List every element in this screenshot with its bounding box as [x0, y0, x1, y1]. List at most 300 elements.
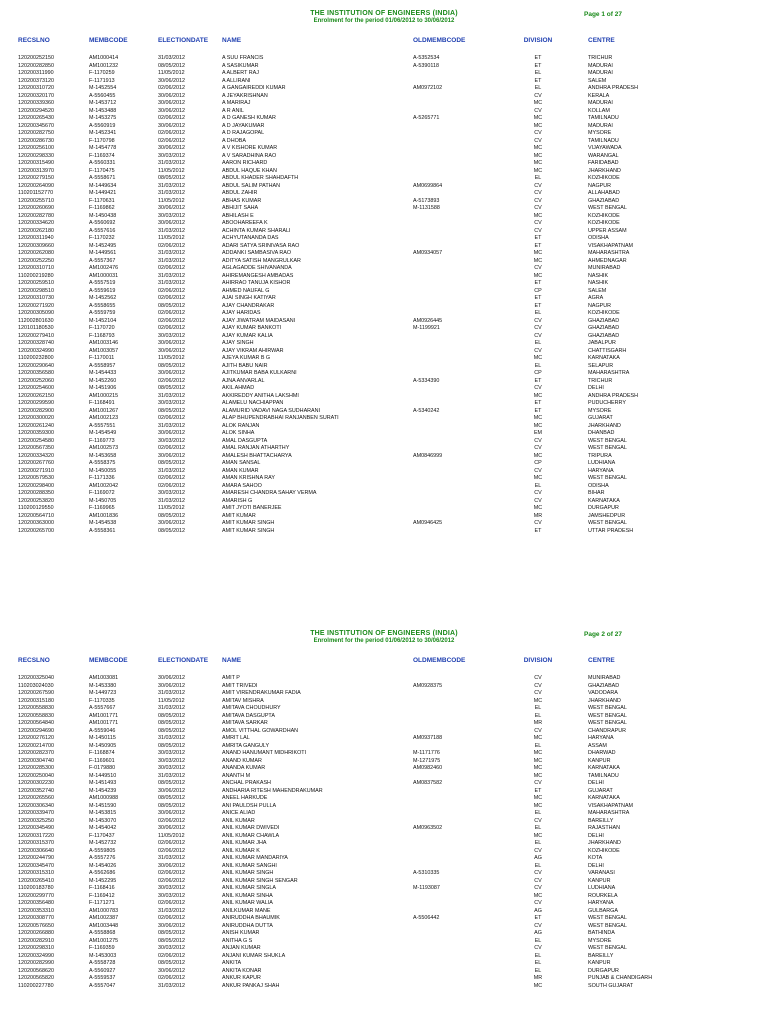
table-row [0, 453, 768, 461]
division-cell: CV [534, 870, 542, 876]
oldmembcode-cell: AM0963502 [413, 825, 443, 831]
centre-cell: VISAKHAPATNAM [588, 802, 634, 809]
table-row [0, 55, 768, 63]
centre-cell: KOLLAM [588, 107, 610, 114]
membcode-cell: M-1452562 [89, 295, 117, 301]
recslno-cell: 120200282900 [18, 407, 54, 414]
table-row [0, 70, 768, 78]
division-cell: CV [534, 317, 542, 324]
membcode-cell: M-1452732 [89, 840, 117, 846]
centre-cell: UPPER ASSAM [588, 227, 627, 234]
name-cell: AMIT KUMAR SINGH [222, 520, 275, 526]
electiondate-cell: 31/03/2012 [158, 280, 185, 286]
electiondate-cell: 31/03/2012 [158, 735, 185, 741]
centre-cell: VISAKHAPATNAM [588, 242, 634, 249]
centre-cell: KOZHIKODE [588, 175, 620, 181]
table-row [0, 750, 768, 758]
table-row [0, 400, 768, 408]
centre-cell: KOZHIKODE [588, 310, 620, 316]
table-row [0, 205, 768, 213]
electiondate-cell: 30/06/2012 [158, 92, 185, 99]
recslno-cell: 120200288350 [18, 490, 54, 496]
division-cell: CV [534, 780, 542, 786]
centre-cell: MAHARASHTRA [588, 370, 630, 376]
division-cell: ET [534, 235, 542, 241]
name-cell: ANIL KUMAR WALIA [222, 900, 273, 906]
membcode-cell: M-1453070 [89, 817, 117, 824]
name-cell: AMITAVA CHOUDHURY [222, 705, 281, 711]
centre-cell: WEST BENGAL [588, 520, 627, 526]
membcode-cell: M-1449561 [89, 250, 117, 256]
membcode-cell: F-1170259 [89, 70, 115, 76]
electiondate-cell: 30/06/2012 [158, 967, 185, 974]
electiondate-cell: 31/03/2012 [158, 190, 185, 196]
membcode-cell: M-1452554 [89, 85, 117, 91]
centre-cell: WEST BENGAL [588, 915, 627, 921]
electiondate-cell: 30/06/2012 [158, 862, 185, 869]
table-row [0, 265, 768, 273]
division-cell: MC [533, 892, 543, 899]
centre-cell: RAJASTHAN [588, 825, 621, 831]
division-cell: EL [534, 960, 542, 966]
division-cell: EL [534, 362, 542, 369]
division-cell: ET [534, 407, 542, 414]
division-cell: EL [534, 70, 542, 76]
recslno-cell: 120200328740 [18, 340, 54, 346]
membcode-cell: AM1002573 [89, 445, 119, 451]
table-row [0, 698, 768, 706]
electiondate-cell: 31/03/2012 [158, 55, 185, 61]
electiondate-cell: 30/03/2012 [158, 400, 185, 406]
centre-cell: GULBARGA [588, 907, 618, 914]
centre-cell: WARANGAL [588, 152, 619, 159]
electiondate-cell: 30/06/2012 [158, 810, 185, 816]
recslno-cell: 120200259510 [18, 280, 54, 286]
division-cell: MR [533, 975, 543, 981]
division-cell: EL [534, 310, 542, 316]
table-row [0, 378, 768, 386]
document-title: THE INSTITUTION OF ENGINEERS (INDIA) [310, 10, 458, 17]
table-row [0, 145, 768, 153]
division-cell: CV [534, 847, 542, 854]
membcode-cell: A-5560927 [89, 967, 116, 974]
division-cell: MC [533, 765, 543, 771]
division-cell: EL [534, 85, 542, 91]
centre-cell: VIJAYAWADA [588, 145, 622, 151]
name-cell: A MARIRAJ [222, 100, 251, 106]
page-number: Page 1 of 27 [584, 11, 622, 18]
division-cell: CV [534, 445, 542, 451]
division-cell: CV [534, 690, 542, 696]
electiondate-cell: 02/06/2012 [158, 115, 185, 121]
name-cell: AMITAV MISHRA [222, 697, 264, 704]
recslno-cell: 120200282780 [18, 212, 54, 219]
electiondate-cell: 30/03/2012 [158, 152, 185, 159]
recslno-cell: 120200265560 [18, 795, 54, 801]
enrolment-table [0, 55, 768, 535]
table-row [0, 85, 768, 93]
table-row [0, 340, 768, 348]
membcode-cell: A-5558375 [89, 460, 116, 466]
electiondate-cell: 02/06/2012 [158, 310, 185, 316]
membcode-cell: F-1170232 [89, 235, 115, 241]
document-subtitle: Enrolment for the period 01/06/2012 to 30/06/2012 [313, 638, 455, 644]
membcode-cell: M-1454026 [89, 862, 117, 869]
division-cell: MC [533, 152, 543, 159]
division-cell: MC [533, 115, 543, 121]
recslno-cell: 120200244790 [18, 855, 54, 861]
table-row [0, 220, 768, 228]
division-cell: MC [533, 795, 543, 801]
electiondate-cell: 08/05/2012 [158, 527, 185, 534]
table-row [0, 108, 768, 116]
table-row [0, 825, 768, 833]
membcode-cell: M-1449634 [89, 182, 117, 189]
table-row [0, 100, 768, 108]
electiondate-cell: 30/06/2012 [158, 77, 185, 84]
table-row [0, 483, 768, 491]
recslno-cell: 120200282850 [18, 62, 54, 69]
header-recslno: RECSLNO [18, 657, 50, 664]
division-cell: EL [534, 810, 542, 816]
oldmembcode-cell: M-1131588 [413, 205, 440, 211]
name-cell: A ALLIRANI [222, 77, 251, 84]
name-cell: ADARI SATYA SRINIVASA RAO [222, 242, 300, 249]
table-row [0, 743, 768, 751]
name-cell: ANAND HANUMANT MIDHRIKOTI [222, 750, 307, 756]
centre-cell: KOZHIKODE [588, 847, 620, 854]
centre-cell: SELAPUR [588, 362, 614, 369]
recslno-cell: 110200129550 [18, 505, 54, 511]
page-2 [0, 620, 768, 1024]
electiondate-cell: 02/06/2012 [158, 377, 185, 384]
centre-cell: MAHARASHTRA [588, 250, 630, 256]
table-row [0, 333, 768, 341]
recslno-cell: 120200356580 [18, 370, 54, 376]
recslno-cell: 120200304740 [18, 757, 54, 764]
centre-cell: PUNJAB & CHANDIGARH [588, 975, 653, 981]
division-cell: ET [534, 302, 542, 309]
electiondate-cell: 02/06/2012 [158, 915, 185, 921]
recslno-cell: 112002801630 [18, 317, 54, 324]
recslno-cell: 120200325040 [18, 675, 54, 681]
membcode-cell: M-1453712 [89, 100, 117, 106]
division-cell: CV [534, 130, 542, 136]
table-row [0, 863, 768, 871]
recslno-cell: 120200306640 [18, 847, 54, 854]
centre-cell: AHMEDNAGAR [588, 257, 627, 264]
name-cell: AMITAVA SARKAR [222, 720, 268, 726]
division-cell: MC [533, 212, 543, 219]
centre-cell: TAMILNADU [588, 137, 619, 144]
electiondate-cell: 30/06/2012 [158, 145, 185, 151]
recslno-cell: 120200315180 [18, 697, 54, 704]
header-oldmembcode: OLDMEMBCODE [413, 37, 466, 44]
division-cell: EL [534, 862, 542, 869]
name-cell: ANIL KUMAR [222, 817, 255, 824]
recslno-cell: 120200290640 [18, 362, 54, 369]
recslno-cell: 120200298510 [18, 287, 54, 294]
name-cell: A V SARADHINA RAO [222, 152, 277, 159]
membcode-cell: F-1169359 [89, 945, 115, 951]
recslno-cell: 110200183780 [18, 885, 54, 891]
centre-cell: SALEM [588, 77, 607, 84]
recslno-cell: 120200334620 [18, 220, 54, 226]
centre-cell: WEST BENGAL [588, 705, 627, 711]
division-cell: ET [534, 527, 542, 534]
membcode-cell: M-1453380 [89, 682, 117, 689]
centre-cell: WEST BENGAL [588, 437, 627, 444]
table-row [0, 190, 768, 198]
table-row [0, 983, 768, 991]
oldmembcode-cell: A-5310335 [413, 870, 440, 876]
centre-cell: KARNATAKA [588, 795, 620, 801]
table-row [0, 765, 768, 773]
table-row [0, 490, 768, 498]
name-cell: ANAND KUMAR [222, 757, 262, 764]
division-cell: CV [534, 437, 542, 444]
division-cell: ET [534, 787, 542, 794]
header-electiondate: ELECTIONDATE [158, 657, 209, 664]
division-cell: MC [533, 802, 543, 809]
electiondate-cell: 11/05/2012 [158, 697, 185, 704]
table-row [0, 938, 768, 946]
electiondate-cell: 08/05/2012 [158, 175, 185, 181]
centre-cell: GHAZIABAD [588, 332, 620, 339]
electiondate-cell: 31/03/2012 [158, 497, 185, 504]
table-row [0, 675, 768, 683]
division-cell: EL [534, 967, 542, 974]
membcode-cell: M-1449510 [89, 772, 117, 779]
name-cell: ANICE ALIAD [222, 810, 256, 816]
centre-cell: KANPUR [588, 757, 611, 764]
oldmembcode-cell: AM0928375 [413, 682, 443, 689]
membcode-cell: F-1168416 [89, 885, 115, 891]
name-cell: ABDUL ZAHIR [222, 190, 258, 196]
division-cell: CV [534, 490, 542, 496]
division-cell: ET [534, 242, 542, 249]
table-row [0, 445, 768, 453]
division-cell: CV [534, 220, 542, 226]
centre-cell: JABALPUR [588, 340, 616, 346]
table-row [0, 325, 768, 333]
centre-cell: JHARKHAND [588, 167, 621, 174]
membcode-cell: A-5559537 [89, 975, 116, 981]
name-cell: AMAN SANSAL [222, 460, 261, 466]
electiondate-cell: 30/06/2012 [158, 430, 185, 436]
recslno-cell: 120200345670 [18, 122, 54, 129]
table-row [0, 848, 768, 856]
table-row [0, 833, 768, 841]
membcode-cell: F-1168874 [89, 750, 115, 756]
division-cell: CV [534, 877, 542, 884]
membcode-cell: A-5558655 [89, 302, 116, 309]
header-division: DIVISION [523, 657, 553, 664]
electiondate-cell: 02/06/2012 [158, 287, 185, 294]
centre-cell: DELHI [588, 780, 604, 786]
electiondate-cell: 31/03/2012 [158, 982, 185, 989]
membcode-cell: AM1003146 [89, 340, 119, 346]
membcode-cell: F-1169374 [89, 152, 115, 159]
electiondate-cell: 30/03/2012 [158, 332, 185, 339]
centre-cell: KARNATAKA [588, 497, 620, 504]
enrolment-table [0, 675, 768, 990]
name-cell: AJEYA KUMAR B G [222, 355, 271, 361]
division-cell: MC [533, 257, 543, 264]
recslno-cell: 120200276120 [18, 735, 54, 741]
name-cell: AJNA ANVARLAL [222, 377, 265, 384]
membcode-cell: A-5560455 [89, 92, 116, 99]
recslno-cell: 120200252150 [18, 55, 54, 61]
table-row [0, 138, 768, 146]
centre-cell: VARANASI [588, 870, 615, 876]
membcode-cell: AM1001771 [89, 712, 119, 719]
division-cell: CV [534, 107, 542, 114]
centre-cell: BIHAR [588, 490, 605, 496]
membcode-cell: M-1452495 [89, 242, 117, 249]
recslno-cell: 120200271920 [18, 302, 54, 309]
recslno-cell: 120200373120 [18, 77, 54, 84]
electiondate-cell: 31/03/2012 [158, 907, 185, 914]
electiondate-cell: 08/05/2012 [158, 727, 185, 734]
membcode-cell: F-1169773 [89, 437, 115, 444]
name-cell: AJAY CHANDRAKAR [222, 302, 275, 309]
table-row [0, 773, 768, 781]
name-cell: AHMED NAUFAL G [222, 287, 270, 294]
electiondate-cell: 30/03/2012 [158, 212, 185, 219]
recslno-cell: 120200324990 [18, 952, 54, 959]
oldmembcode-cell: M-1171776 [413, 750, 440, 756]
membcode-cell: A-5562686 [89, 870, 116, 876]
electiondate-cell: 11/05/2012 [158, 197, 185, 204]
electiondate-cell: 30/06/2012 [158, 220, 185, 226]
recslno-cell: 120200567350 [18, 445, 54, 451]
name-cell: ANDHARIA RITESH MAHENDRAKUMAR [222, 787, 323, 794]
electiondate-cell: 31/03/2012 [158, 772, 185, 779]
membcode-cell: A-5558868 [89, 930, 116, 936]
electiondate-cell: 08/05/2012 [158, 802, 185, 809]
electiondate-cell: 02/06/2012 [158, 475, 185, 481]
recslno-cell: 120200345470 [18, 862, 54, 869]
recslno-cell: 120200286730 [18, 137, 54, 144]
division-cell: EL [534, 825, 542, 831]
recslno-cell: 120200265410 [18, 877, 54, 884]
centre-cell: WEST BENGAL [588, 945, 627, 951]
table-row [0, 153, 768, 161]
oldmembcode-cell: AM0937188 [413, 735, 443, 741]
membcode-cell: F-1170335 [89, 697, 115, 704]
name-cell: ANIL KUMAR SANGHI [222, 862, 277, 869]
recslno-cell: 110200219280 [18, 272, 54, 279]
membcode-cell: A-5557047 [89, 982, 116, 989]
table-row [0, 363, 768, 371]
division-cell: CV [534, 325, 542, 331]
membcode-cell: M-1450438 [89, 212, 117, 219]
oldmembcode-cell: A-5265771 [413, 115, 440, 121]
oldmembcode-cell: AM0934057 [413, 250, 443, 256]
centre-cell: WEST BENGAL [588, 445, 627, 451]
membcode-cell: F-1171336 [89, 475, 115, 481]
name-cell: AJAY VIKRAM AHIRWAR [222, 347, 284, 354]
table-row [0, 908, 768, 916]
table-row [0, 258, 768, 266]
membcode-cell: A-5558728 [89, 960, 116, 966]
centre-cell: DELHI [588, 832, 604, 839]
table-row [0, 505, 768, 513]
name-cell: AMIT KUMAR SINGH [222, 527, 275, 534]
recslno-cell: 120200252060 [18, 377, 54, 384]
membcode-cell: A-5557616 [89, 227, 116, 234]
oldmembcode-cell: M-1271975 [413, 757, 441, 764]
name-cell: ANIL KUMAR MANDARIYA [222, 855, 288, 861]
electiondate-cell: 02/06/2012 [158, 847, 185, 854]
table-row [0, 423, 768, 431]
recslno-cell: 120200558830 [18, 705, 54, 711]
name-cell: A D JAYAKUMAR [222, 122, 265, 129]
document-subtitle: Enrolment for the period 01/06/2012 to 30/06/2012 [313, 18, 455, 24]
division-cell: CV [534, 900, 542, 906]
table-row [0, 355, 768, 363]
membcode-cell: M-1454433 [89, 370, 117, 376]
electiondate-cell: 08/05/2012 [158, 460, 185, 466]
centre-cell: LUDHIANA [588, 885, 616, 891]
recslno-cell: 120200310710 [18, 265, 54, 271]
membcode-cell: M-1453003 [89, 952, 117, 959]
centre-cell: MUNIRABAD [588, 675, 621, 681]
name-cell: ANKUR PANKAJ SHAH [222, 982, 280, 989]
membcode-cell: AM1000215 [89, 392, 119, 399]
recslno-cell: 120200579530 [18, 475, 54, 481]
centre-cell: KARNATAKA [588, 355, 620, 361]
table-row [0, 915, 768, 923]
name-cell: ANIL KUMAR SINGH [222, 870, 274, 876]
name-cell: A ALBERT RAJ [222, 70, 259, 76]
electiondate-cell: 11/05/2012 [158, 235, 185, 241]
recslno-cell: 120200250040 [18, 772, 54, 779]
recslno-cell: 120200265700 [18, 527, 54, 534]
centre-cell: ANDHRA PRADESH [588, 392, 639, 399]
division-cell: AG [534, 855, 542, 861]
name-cell: ANIL KUMAR SINHA [222, 892, 273, 899]
recslno-cell: 120200282750 [18, 130, 54, 136]
membcode-cell: AM1003081 [89, 675, 119, 681]
oldmembcode-cell: M-1193087 [413, 885, 440, 891]
division-cell: CV [534, 197, 542, 204]
electiondate-cell: 02/06/2012 [158, 952, 185, 959]
recslno-cell: 120200298400 [18, 482, 54, 489]
membcode-cell: AM1002387 [89, 915, 119, 921]
table-row [0, 878, 768, 886]
membcode-cell: F-1170475 [89, 167, 115, 174]
recslno-cell: 120200267760 [18, 460, 54, 466]
name-cell: AJAI SINGH KATIYAR [222, 295, 276, 301]
recslno-cell: 120200356480 [18, 900, 54, 906]
membcode-cell: M-1450115 [89, 735, 116, 741]
division-cell: MC [533, 272, 543, 279]
division-cell: CV [534, 817, 542, 824]
table-row [0, 348, 768, 356]
division-cell: CV [534, 922, 542, 929]
name-cell: AMITAVA DASGUPTA [222, 712, 275, 719]
division-cell: CV [534, 497, 542, 504]
membcode-cell: M-1454538 [89, 520, 117, 526]
membcode-cell: F-1169862 [89, 205, 115, 211]
oldmembcode-cell: M-1199921 [413, 325, 440, 331]
name-cell: ANCHAL PRAKASH [222, 780, 271, 786]
recslno-cell: 120200310730 [18, 295, 54, 301]
electiondate-cell: 31/03/2012 [158, 422, 185, 429]
table-row [0, 273, 768, 281]
